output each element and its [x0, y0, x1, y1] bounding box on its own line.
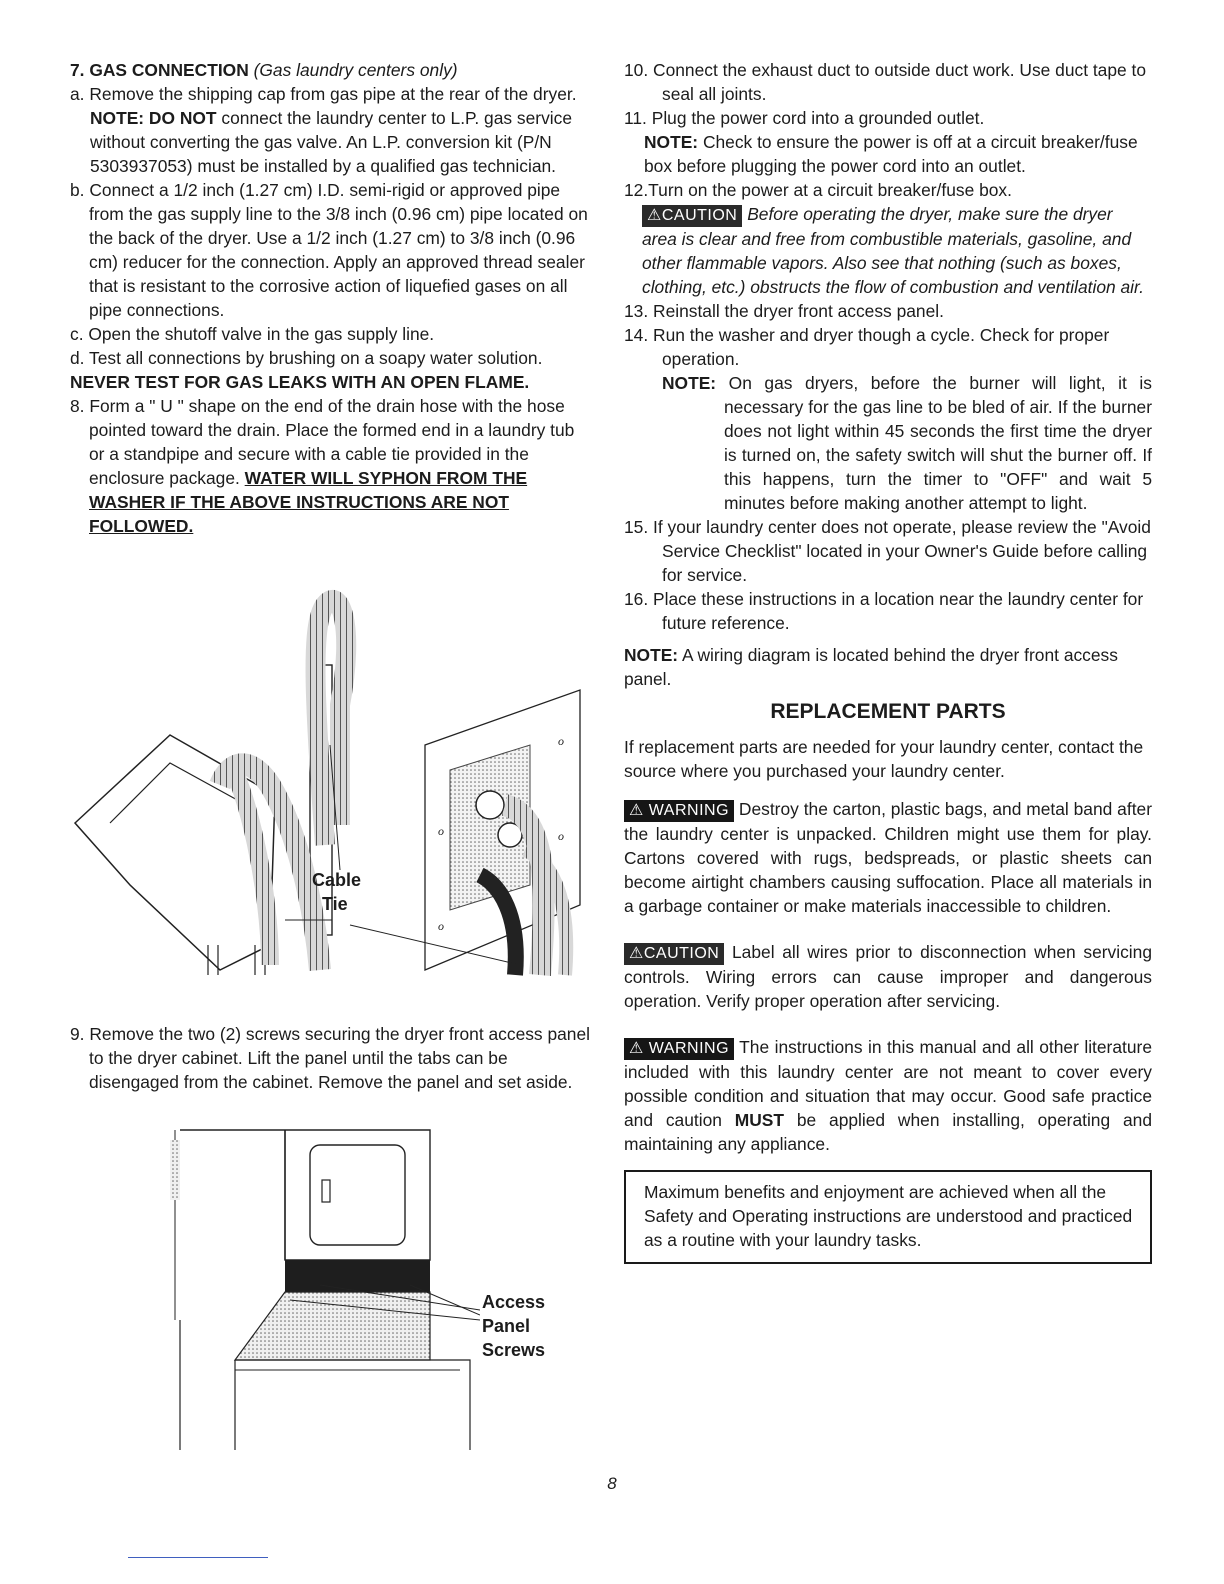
warning-badge: ⚠ WARNING — [624, 1038, 734, 1060]
access-panel-band-icon — [285, 1260, 430, 1292]
warning-text-a: The instructions in this manual and all other literature included with this laundry center are not meant to cover every possible condition and situation that may occur. Good safe practice and caution — [624, 1037, 1152, 1130]
step-14: 14. Run the washer and dryer though a cycle. Check for proper operation. — [624, 325, 1110, 369]
access-label-line2: Panel — [482, 1316, 531, 1336]
note-label: NOTE: — [644, 132, 699, 152]
step-11: 11. Plug the power cord into a grounded outlet. — [624, 108, 985, 128]
step-9-block — [70, 1022, 592, 1094]
syphon-warning: WATER WILL SYPHON FROM THE WASHER IF THE ABOVE INSTRUCTIONS ARE NOT FOLLOWED. — [89, 468, 528, 536]
benefits-text: Maximum benefits and enjoyment are achieved when all the Safety and Operating instructions are understood and practiced as a routine with your laundry tasks. — [644, 1182, 1133, 1250]
caution-text: Before operating the dryer, make sure the dryer area is clear and free from combustible materials, gasoline, and other flammable vapors. Also see that nothing (such as boxes, clothing, etc.) obstructs the flow of combustion and ventilation air. — [642, 204, 1145, 297]
note-gas-dryers — [624, 371, 1152, 515]
note-power-off — [624, 130, 1152, 178]
note-text: On gas dryers, before the burner will light, it is necessary for the gas line to be bled of air. If the burner does not light within 45 seconds the first time the dryer is turned on, the safety switch will shut the burner off. If this happens, turn the timer to "OFF" and wait 5 minutes before making another attempt to light. — [724, 373, 1152, 513]
benefits-box — [624, 1170, 1152, 1264]
note-text: A wiring diagram is located behind the dryer front access panel. — [624, 645, 1118, 689]
caution-flammable — [624, 202, 1152, 299]
warning-text-b: be applied when installing, operating and maintaining any appliance. — [624, 1110, 1152, 1154]
replacement-parts-heading: REPLACEMENT PARTS — [770, 700, 1006, 723]
section-7-title: 7. GAS CONNECTION — [70, 60, 249, 80]
access-panel-screws-label — [482, 1290, 545, 1362]
cable-tie-label-line2: Tie — [322, 894, 348, 914]
section-7-subtitle: (Gas laundry centers only) — [253, 60, 458, 80]
svg-text:o: o — [558, 829, 564, 843]
step-10: 10. Connect the exhaust duct to outside duct work. Use duct tape to seal all joints. — [624, 60, 1147, 104]
caution-badge: ⚠CAUTION — [624, 943, 724, 965]
note-text: Check to ensure the power is off at a circuit breaker/fuse box before plugging the power cord into an outlet. — [644, 132, 1138, 176]
caution-wires — [624, 940, 1152, 1013]
step-16: 16. Place these instructions in a location near the laundry center for future reference. — [624, 589, 1144, 633]
svg-text:o: o — [558, 734, 564, 748]
step-9: 9. Remove the two (2) screws securing the dryer front access panel to the dryer cabinet. Lift the panel until the tabs can be disengaged from the cabinet. Remove the panel and set aside. — [70, 1024, 591, 1092]
access-panel-illustration — [160, 1120, 480, 1450]
warning-badge: ⚠ WARNING — [624, 800, 734, 822]
note-label: NOTE: — [662, 373, 717, 393]
caution-text: Label all wires prior to disconnection when servicing controls. Wiring errors can cause improper and dangerous operation. Verify proper operation after servicing. — [624, 942, 1152, 1011]
caution-badge: ⚠CAUTION — [642, 205, 742, 227]
note-lp-gas — [70, 106, 592, 178]
note-label: NOTE: DO NOT — [90, 108, 217, 128]
cable-tie-label-line1: Cable — [312, 870, 362, 890]
cable-tie-label — [312, 868, 361, 916]
step-7a: a. Remove the shipping cap from gas pipe at the rear of the dryer. — [70, 84, 577, 104]
access-label-line3: Screws — [482, 1340, 546, 1360]
svg-text:o: o — [438, 824, 444, 838]
warning-literature — [624, 1035, 1152, 1156]
note-wiring-diagram — [624, 643, 1152, 691]
right-column — [624, 58, 1152, 1264]
access-label-line1: Access — [482, 1292, 546, 1312]
page-number: 8 — [607, 1474, 617, 1493]
section-7-heading — [70, 58, 592, 82]
step-12: 12.Turn on the power at a circuit breaker/fuse box. — [624, 180, 1012, 200]
step-13: 13. Reinstall the dryer front access panel. — [624, 301, 944, 321]
left-column — [70, 58, 592, 538]
gas-leak-warning: NEVER TEST FOR GAS LEAKS WITH AN OPEN FLAME. — [70, 372, 530, 392]
step-8 — [70, 394, 592, 538]
step-8-text: 8. Form a " U " shape on the end of the drain hose with the hose pointed toward the drain. Place the formed end in a laundry tub or a standpipe and secure with a cable tie provided in the enclosure package. — [70, 396, 575, 488]
drain-hose-illustration — [70, 585, 590, 980]
step-7c: c. Open the shutoff valve in the gas supply line. — [70, 324, 435, 344]
step-7b: b. Connect a 1/2 inch (1.27 cm) I.D. semi-rigid or approved pipe from the gas supply line to the 3/8 inch (0.96 cm) pipe located on the back of the dryer. Use a 1/2 inch (1.27 cm) to 3/8 inch (0.96 cm) reducer for the connection. Apply an approved thread sealer that is resistant to the corrosive action of liquefied gases on all pipe connections. — [70, 180, 588, 320]
warning-must: MUST — [734, 1110, 785, 1130]
svg-text:o: o — [438, 919, 444, 933]
warning-suffocation — [624, 797, 1152, 918]
step-7d: d. Test all connections by brushing on a soapy water solution. — [70, 348, 543, 368]
replacement-parts-text: If replacement parts are needed for your laundry center, contact the source where you purchased your laundry center. — [624, 737, 1144, 781]
warning-text: Destroy the carton, plastic bags, and metal band after the laundry center is unpacked. Children might use them for play. Cartons covered with rugs, bedspreads, or plastic sheets can become airtight chambers causing suffocation. Place all materials in a garbage container or make materials inaccessible to children. — [624, 799, 1152, 916]
footer-rule — [128, 1557, 268, 1558]
drain-hose-icon — [316, 600, 347, 845]
note-label: NOTE: — [624, 645, 679, 665]
step-15: 15. If your laundry center does not operate, please review the "Avoid Service Checklist" located in your Owner's Guide before calling for service. — [624, 517, 1151, 585]
note-text: connect the laundry center to L.P. gas service without converting the gas valve. An L.P. conversion kit (P/N 5303937053) must be installed by a qualified gas technician. — [90, 108, 573, 176]
